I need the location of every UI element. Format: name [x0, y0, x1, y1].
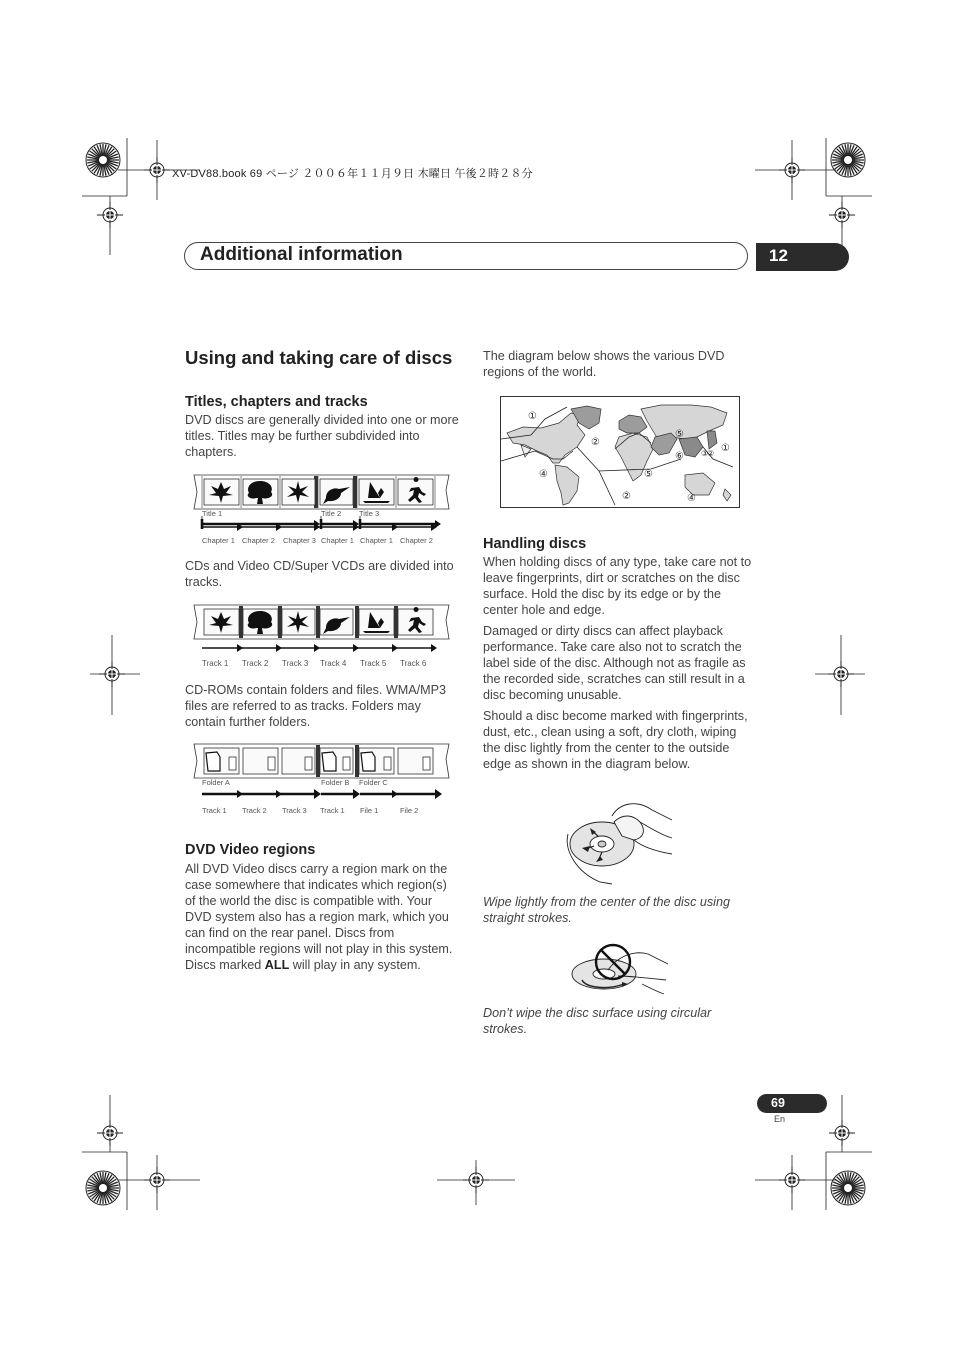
cd-track-label: Track 4 [320, 659, 347, 668]
world-region-map [500, 396, 740, 508]
file-label: Track 2 [242, 806, 267, 815]
dvd-chapter-label: Chapter 1 [321, 536, 354, 545]
dvd-title-label: Title 3 [359, 509, 380, 518]
region-4-mark: ④ [687, 493, 696, 504]
region-1-mark: ① [721, 443, 730, 454]
chapter-number: 12 [756, 243, 849, 271]
region-2-mark: ② [591, 437, 600, 448]
cd-tracks-text: CDs and Video CD/Super VCDs are divided into tracks. [185, 559, 454, 589]
folder-label: Folder A [202, 778, 230, 787]
cdrom-text: CD-ROMs contain folders and files. WMA/MP3 files are referred to as tracks. Folders may contain further folders. [185, 683, 447, 729]
page-language: En [774, 1114, 786, 1124]
folder-label: Folder B [321, 778, 350, 787]
region-2-mark: ② [707, 449, 715, 458]
dvd-regions-heading: DVD Video regions [185, 842, 316, 858]
dvd-title-label: Title 2 [321, 509, 342, 518]
file-label: Track 1 [202, 806, 227, 815]
cd-track-label: Track 6 [400, 659, 427, 668]
cd-track-label: Track 1 [202, 659, 229, 668]
wipe-circular-illustration [568, 940, 673, 998]
handling-paragraph-3: Should a disc become marked with fingerprints, dust, etc., clean using a soft, dry cloth, wiping the disc lightly from the center to the outside edge as shown in the diagram below. [483, 709, 748, 771]
region-1-mark: ① [528, 411, 537, 422]
region-5-mark: ⑤ [644, 469, 653, 480]
file-label: Track 1 [320, 806, 345, 815]
dvd-chapter-label: Chapter 3 [283, 536, 316, 545]
cd-track-label: Track 2 [242, 659, 269, 668]
map-intro: The diagram below shows the various DVD regions of the world. [483, 349, 725, 379]
caption-straight-strokes: Wipe lightly from the center of the disc using straight strokes. [483, 895, 730, 925]
region-4-mark: ④ [539, 469, 548, 480]
cd-track-label: Track 5 [360, 659, 387, 668]
dvd-chapter-label: Chapter 1 [202, 536, 235, 545]
file-label: Track 3 [282, 806, 307, 815]
print-header: XV-DV88.book 69 ページ ２００６年１１月９日 木曜日 午後２時２８分 [172, 168, 533, 180]
titles-intro: DVD discs are generally divided into one or more titles. Titles may be further subdivided into chapters. [185, 413, 459, 459]
dvd-chapter-arrows [190, 517, 455, 537]
page-number: 69 [757, 1094, 827, 1113]
page-heading: Using and taking care of discs [185, 347, 453, 368]
cd-track-label: Track 3 [282, 659, 309, 668]
dvd-chapter-label: Chapter 2 [242, 536, 275, 545]
dvd-chapter-label: Chapter 1 [360, 536, 393, 545]
handling-paragraph-2: Damaged or dirty discs can affect playback performance. Take care also not to scratch the label side of the disc. Although not as fragile as the recorded side, scratches can still result in a disc becoming unusable. [483, 624, 746, 702]
dvd-regions-text: All DVD Video discs carry a region mark on the case somewhere that indicates which region(s) of the world the disc is compatible with. Your DVD system also has a region mark, which you can find on the rear panel. Discs from incompatible regions will not play in this system. Discs marked ALL will play in any system. [185, 862, 453, 972]
titles-heading: Titles, chapters and tracks [185, 394, 368, 410]
caption-circular-strokes: Don’t wipe the disc surface using circular strokes. [483, 1006, 712, 1036]
folder-label: Folder C [359, 778, 388, 787]
handling-paragraph-1: When holding discs of any type, take care not to leave fingerprints, dirt or scratches on the disc surface. Hold the disc by its edge or by the center hole and edge. [483, 555, 752, 617]
handling-heading: Handling discs [483, 536, 587, 552]
cd-filmstrip-diagram [190, 604, 455, 659]
region-5-mark: ⑤ [675, 429, 684, 440]
file-label: File 2 [400, 806, 419, 815]
section-title: Additional information [200, 244, 403, 265]
dvd-chapter-label: Chapter 2 [400, 536, 433, 545]
region-3-mark: ③ [701, 449, 709, 458]
dvd-title-label: Title 1 [202, 509, 223, 518]
wipe-straight-illustration [560, 798, 675, 886]
region-6-mark: ⑥ [675, 451, 684, 462]
file-label: File 1 [360, 806, 379, 815]
region-2-mark: ② [622, 491, 631, 502]
cdrom-filmstrip-diagram [190, 743, 455, 805]
